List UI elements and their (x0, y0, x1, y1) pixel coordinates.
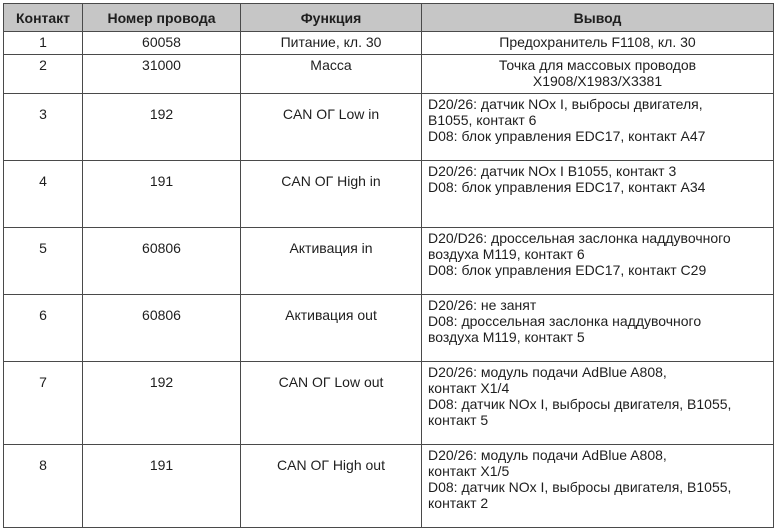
output-line: D20/26: модуль подачи AdBlue A808, (428, 447, 667, 463)
wire-cell: 31000 (83, 55, 241, 94)
header-row (4, 4, 774, 32)
output-cell (422, 32, 774, 55)
contact-cell: 2 (4, 55, 83, 94)
output-cell (422, 295, 774, 362)
output-line: D08: датчик NOx I, выбросы двигателя, B1055, (428, 479, 732, 495)
output-line: D20/26: датчик NOx I B1055, контакт 3 (428, 163, 677, 179)
output-line: D08: блок управления EDC17, контакт C29 (428, 262, 707, 278)
table-row (4, 32, 774, 55)
wire-cell: 191 (83, 161, 241, 228)
table-row (4, 362, 774, 445)
contact-cell: 1 (4, 32, 83, 55)
contact-cell: 4 (4, 161, 83, 228)
function-cell: CAN ОГ Low in (241, 94, 422, 161)
header-wire-number: Номер провода (83, 4, 241, 32)
wire-cell: 60806 (83, 228, 241, 295)
output-cell (422, 362, 774, 445)
output-line: D08: датчик NOx I, выбросы двигателя, B1055, (428, 396, 732, 412)
function-cell: Питание, кл. 30 (241, 32, 422, 55)
output-line: D20/26: модуль подачи AdBlue A808, (428, 364, 667, 380)
output-line: Предохранитель F1108, кл. 30 (499, 34, 696, 50)
output-cell (422, 55, 774, 94)
output-line: контакт X1/5 (428, 463, 510, 479)
function-cell: Активация in (241, 228, 422, 295)
output-line: Точка для массовых проводов (498, 57, 697, 73)
output-line: B1055, контакт 6 (428, 112, 537, 128)
header-contact: Контакт (4, 4, 83, 32)
wire-cell: 192 (83, 362, 241, 445)
output-line: D08: блок управления EDC17, контакт A34 (428, 179, 706, 195)
function-cell: CAN ОГ High out (241, 445, 422, 528)
output-line: воздуха M119, контакт 5 (428, 329, 585, 345)
table-row (4, 55, 774, 94)
wire-cell: 60058 (83, 32, 241, 55)
wire-cell: 191 (83, 445, 241, 528)
output-line: X1908/X1983/X3381 (532, 73, 663, 89)
table-row (4, 445, 774, 528)
table-row (4, 161, 774, 228)
function-cell: CAN ОГ High in (241, 161, 422, 228)
contact-cell: 8 (4, 445, 83, 528)
header-function: Функция (241, 4, 422, 32)
contact-cell: 7 (4, 362, 83, 445)
table-row (4, 295, 774, 362)
output-line: контакт 2 (428, 495, 489, 511)
contact-cell: 3 (4, 94, 83, 161)
output-line: D20/D26: дроссельная заслонка наддувочного (428, 230, 731, 246)
function-cell: Масса (241, 55, 422, 94)
output-line: контакт X1/4 (428, 380, 510, 396)
contact-cell: 6 (4, 295, 83, 362)
table-row (4, 228, 774, 295)
function-cell: Активация out (241, 295, 422, 362)
header-output: Вывод (422, 4, 774, 32)
function-cell: CAN ОГ Low out (241, 362, 422, 445)
output-cell (422, 445, 774, 528)
output-line: D20/26: не занят (428, 297, 537, 313)
output-line: контакт 5 (428, 412, 489, 428)
output-cell (422, 94, 774, 161)
output-line: D08: блок управления EDC17, контакт A47 (428, 128, 706, 144)
output-cell (422, 228, 774, 295)
contact-cell: 5 (4, 228, 83, 295)
wire-cell: 192 (83, 94, 241, 161)
wire-cell: 60806 (83, 295, 241, 362)
output-line: D20/26: датчик NOx I, выбросы двигателя, (428, 96, 703, 112)
output-cell (422, 161, 774, 228)
output-line: воздуха M119, контакт 6 (428, 246, 585, 262)
output-line: D08: дроссельная заслонка наддувочного (428, 313, 702, 329)
pinout-table (3, 3, 774, 528)
table-row (4, 94, 774, 161)
